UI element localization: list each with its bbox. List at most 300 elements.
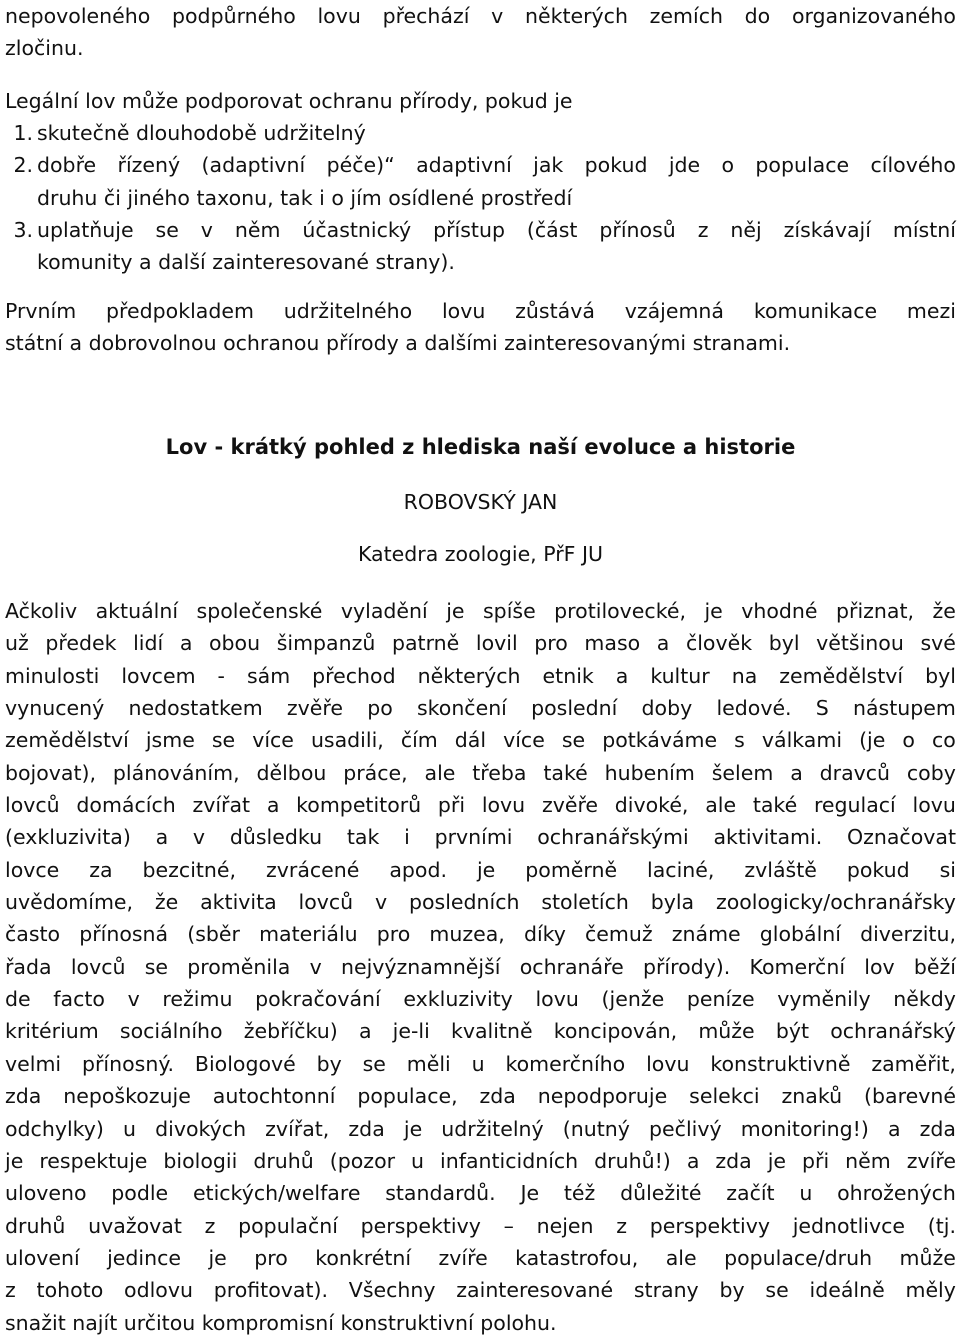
word: facto	[53, 987, 105, 1012]
word: dál	[454, 728, 487, 753]
word: aktuální	[95, 599, 179, 623]
word: se	[144, 954, 169, 979]
word: zda	[715, 1148, 752, 1173]
word: lovu	[646, 1051, 690, 1076]
word: za	[89, 857, 113, 882]
word: divoké,	[614, 793, 689, 818]
word: pokračování	[255, 987, 381, 1012]
word: Označovat	[846, 825, 956, 850]
word: a	[790, 760, 803, 785]
text-line	[5, 1210, 956, 1242]
word: předek	[45, 631, 117, 656]
word: perspektivy	[649, 1213, 770, 1238]
word: při	[437, 793, 466, 818]
word: (tj.	[927, 1213, 956, 1238]
word: lovců	[5, 793, 60, 818]
word: velmi	[5, 1051, 62, 1076]
word: populace	[755, 153, 850, 178]
word: proměnila	[187, 954, 291, 979]
word: adaptivní	[416, 153, 512, 178]
word: protilovecké,	[554, 599, 686, 623]
word: válkami	[761, 728, 843, 753]
word: do	[744, 4, 771, 28]
word: jde	[668, 153, 701, 178]
word: dobře	[37, 153, 97, 178]
word: vynucený	[5, 696, 105, 721]
word: více	[252, 728, 294, 753]
word: si	[939, 857, 956, 882]
word: pečlivý	[649, 1116, 722, 1141]
word: u	[123, 1116, 137, 1141]
word: se	[765, 1278, 789, 1303]
word: odlovu	[124, 1278, 193, 1303]
word: druhů!)	[594, 1148, 671, 1173]
word: že	[932, 599, 956, 623]
word: ale	[665, 1245, 697, 1270]
word: katastrofou,	[515, 1245, 639, 1270]
word: o	[721, 153, 735, 178]
word: byl	[925, 663, 956, 688]
word: maso	[584, 631, 641, 656]
word: respektuje	[39, 1148, 148, 1173]
text-line	[5, 295, 956, 327]
word: třeba	[472, 760, 527, 785]
word: konkrétní	[315, 1245, 412, 1270]
word: zda	[919, 1116, 956, 1141]
word: zvíře	[438, 1245, 488, 1270]
word: uplatňuje	[37, 218, 134, 243]
word: selekci	[689, 1084, 760, 1109]
word: a	[266, 793, 280, 818]
text-line: státní a dobrovolnou ochranou přírody a dalšími zainteresovanými stranami.	[5, 331, 791, 356]
word: potkáváme	[602, 728, 718, 753]
word: také	[543, 760, 588, 785]
word: Biologové	[194, 1051, 296, 1076]
word: komerčního	[505, 1051, 626, 1076]
word: šimpanzů	[276, 631, 376, 656]
word: peníze	[686, 987, 755, 1012]
article-affiliation: Katedra zoologie, PřF JU	[357, 542, 604, 566]
word: kritérium	[5, 1019, 99, 1044]
word: se	[561, 728, 586, 753]
word: hubením	[604, 760, 695, 785]
word: divokých	[155, 1116, 247, 1141]
text-line	[5, 692, 956, 724]
word: Všechny	[348, 1278, 436, 1303]
word: konstruktivně	[710, 1051, 851, 1076]
text-line	[5, 951, 956, 983]
word: tohoto	[36, 1278, 104, 1303]
word: (sběr	[187, 922, 240, 947]
word: je	[704, 599, 723, 623]
word: tak	[346, 825, 380, 850]
word: péče)“	[326, 153, 395, 178]
text-line	[5, 660, 956, 692]
word: je	[208, 1245, 227, 1270]
word: je	[476, 857, 496, 882]
word: zoologicky/ochranářsky	[715, 890, 956, 915]
word: spíše	[483, 599, 536, 623]
word: po	[367, 696, 393, 721]
word: čemuž	[585, 922, 653, 947]
word: se	[362, 1051, 386, 1076]
word: zda	[348, 1116, 385, 1141]
word: bezcitné,	[142, 857, 237, 882]
word: posledních	[408, 890, 520, 915]
word: zvířat,	[265, 1116, 330, 1141]
word: jednotlivce	[792, 1213, 906, 1238]
text-line	[5, 854, 956, 886]
text-line	[5, 1242, 956, 1274]
word: kultur	[650, 663, 710, 688]
word: být	[775, 1019, 810, 1044]
word: a	[686, 1148, 700, 1173]
text-line	[5, 1048, 956, 1080]
word: (exkluzivita)	[5, 825, 131, 850]
word: uvědomíme,	[5, 890, 134, 915]
word: udržitelný	[441, 1116, 544, 1141]
word: ochranáře	[519, 954, 624, 979]
word: ale	[705, 793, 737, 818]
word: dravců	[819, 760, 891, 785]
word: monitoring!)	[740, 1116, 869, 1141]
word: někdy	[893, 987, 956, 1012]
word: s	[734, 728, 745, 753]
word: účastnický	[302, 218, 412, 243]
word: šelem	[711, 760, 774, 785]
word: ohrožených	[837, 1181, 956, 1206]
word: nástupem	[853, 696, 956, 721]
word: ledové.	[716, 696, 792, 721]
text-line: druhu či jiného taxonu, tak i o jím osídlené prostředí	[37, 185, 573, 210]
word: může	[698, 1019, 755, 1044]
word: přínosů	[599, 218, 676, 243]
word: ochranářský	[830, 1019, 956, 1044]
word: důsledku	[229, 825, 323, 850]
word: koncipován,	[553, 1019, 678, 1044]
word: u	[411, 1148, 425, 1173]
word: přístup	[433, 218, 505, 243]
word: odchylky)	[5, 1116, 104, 1141]
text-line: komunity a další zainteresované strany).	[37, 250, 455, 275]
word: vzájemná	[624, 299, 724, 323]
text-line	[5, 918, 956, 950]
word: dělbou	[256, 760, 327, 785]
word: sám	[246, 663, 291, 688]
text-line	[5, 595, 956, 627]
text-line: skutečně dlouhodobě udržitelný	[37, 121, 366, 145]
word: znaků	[781, 1084, 843, 1109]
text-line	[5, 1015, 956, 1047]
word: zda	[479, 1084, 516, 1109]
word: kompetitorů	[296, 793, 422, 818]
word: populace,	[357, 1084, 458, 1109]
word: populace/druh	[724, 1245, 873, 1270]
word: –	[503, 1213, 514, 1238]
word: přechod	[312, 663, 396, 688]
word: ale	[424, 760, 456, 785]
word: obou	[208, 631, 261, 656]
word: začít	[726, 1181, 775, 1206]
word: lov	[864, 954, 895, 979]
article-author: ROBOVSKÝ JAN	[403, 490, 558, 514]
word: Je	[520, 1181, 540, 1206]
word: a	[887, 1116, 901, 1141]
word: by	[316, 1051, 342, 1076]
word: zůstává	[515, 299, 595, 323]
word: vyměnily	[777, 987, 871, 1012]
text-line	[5, 1080, 956, 1112]
text-line	[5, 1113, 956, 1145]
word: poměrně	[525, 857, 618, 882]
word: běží	[913, 954, 956, 979]
word: řízený	[117, 153, 181, 178]
word: je	[767, 1148, 787, 1173]
word: druhů	[253, 1148, 314, 1173]
word: se	[155, 218, 179, 243]
word: přechází	[382, 4, 470, 28]
word: regulací	[813, 793, 896, 818]
word: v	[192, 825, 206, 850]
word: se	[211, 728, 236, 753]
article-body	[5, 595, 956, 1339]
word: aktivita	[200, 890, 277, 915]
word: zvěře	[541, 793, 599, 818]
word: domácích	[76, 793, 176, 818]
word: zda	[5, 1084, 42, 1109]
word: (pozor	[329, 1148, 396, 1173]
word: a	[179, 631, 193, 656]
text-line	[37, 149, 956, 181]
word: ochranářskými	[537, 825, 689, 850]
word: známe	[671, 922, 741, 947]
list-number: 3.	[13, 218, 33, 243]
word: doby	[641, 696, 693, 721]
word: plánováním,	[112, 760, 240, 785]
word: lovce	[5, 857, 60, 882]
word: prvními	[434, 825, 513, 850]
text-line	[5, 1145, 956, 1177]
text-line	[5, 789, 956, 821]
word: vyladění	[340, 599, 428, 623]
word: často	[5, 922, 61, 947]
word: ideálně	[809, 1278, 885, 1303]
conditions-list	[5, 117, 956, 279]
word: nepovoleného	[5, 4, 151, 28]
word: něm	[234, 218, 281, 243]
word: u	[471, 1051, 485, 1076]
text-line	[5, 724, 956, 756]
word: sociálního	[119, 1019, 223, 1044]
word: přínosná	[79, 922, 169, 947]
word: lovu	[441, 299, 486, 323]
word: perspektivy	[360, 1213, 481, 1238]
text-line	[5, 821, 956, 853]
word: organizovaného	[791, 4, 956, 28]
word: může	[899, 1245, 956, 1270]
word: (nutný	[562, 1116, 630, 1141]
list-item	[5, 214, 956, 279]
word: podle	[111, 1181, 169, 1206]
word: v	[309, 954, 322, 979]
word: lovu	[317, 4, 361, 28]
word: člověk	[685, 631, 753, 656]
word: zvěře	[286, 696, 343, 721]
word: nedostatkem	[128, 696, 263, 721]
word: materiálu	[259, 922, 358, 947]
word: jedince	[107, 1245, 182, 1270]
word: -	[217, 663, 225, 688]
word: jak	[533, 153, 564, 178]
word: většinou	[816, 631, 904, 656]
word: je	[446, 599, 465, 623]
word: získávají	[783, 218, 871, 243]
text-line	[5, 757, 956, 789]
list-number: 2.	[13, 153, 33, 178]
word: (adaptivní	[201, 153, 306, 178]
text-line	[5, 983, 956, 1015]
word: kvalitně	[450, 1019, 533, 1044]
first-premise-paragraph	[5, 295, 956, 360]
word: byl	[768, 631, 800, 656]
word: z	[5, 1278, 16, 1303]
text-line	[37, 214, 956, 246]
list-item	[5, 117, 956, 149]
word: druhů	[5, 1213, 66, 1238]
word: žebříčku)	[243, 1019, 338, 1044]
word: pro	[534, 631, 568, 656]
word: i	[404, 825, 410, 850]
word: bojovat),	[5, 760, 97, 785]
word: cílového	[870, 153, 956, 178]
word: pokud	[584, 153, 648, 178]
word: při	[802, 1148, 830, 1173]
word: exkluzivity	[403, 987, 513, 1012]
word: muzea,	[429, 922, 505, 947]
word: a	[155, 825, 169, 850]
word: (jenže	[601, 987, 665, 1012]
word: Ačkoliv	[5, 599, 78, 623]
word: biologii	[163, 1148, 238, 1173]
word: v	[375, 890, 388, 915]
word: stoletích	[541, 890, 629, 915]
word: měly	[905, 1278, 956, 1303]
word: a	[615, 663, 629, 688]
text-line	[5, 886, 956, 918]
word: infanticidních	[440, 1148, 579, 1173]
word: diverzitu,	[860, 922, 956, 947]
word: důležité	[620, 1181, 702, 1206]
word: patrně	[391, 631, 460, 656]
word: autochtonní	[212, 1084, 336, 1109]
word: v	[127, 987, 140, 1012]
word: byla	[650, 890, 695, 915]
word: etnik	[542, 663, 594, 688]
word: co	[931, 728, 956, 753]
text-line: snažit najít určitou kompromisní konstruktivní polohu.	[5, 1310, 557, 1335]
word: uvažovat	[88, 1213, 182, 1238]
word: Komerční	[749, 954, 846, 979]
word: zvrácené	[266, 857, 360, 882]
legal-hunting-lead: Legální lov může podporovat ochranu přírody, pokud je	[5, 89, 573, 113]
word: je	[403, 1116, 423, 1141]
article-title: Lov - krátký pohled z hlediska naší evoluce a historie	[165, 435, 796, 459]
word: by	[719, 1278, 745, 1303]
word: lovil	[475, 631, 518, 656]
word: v	[491, 4, 504, 28]
word: o	[902, 728, 915, 753]
word: zemědělství	[5, 728, 129, 753]
word: něm	[845, 1148, 891, 1173]
word: nejvýznamnější	[340, 954, 501, 979]
word: zemích	[649, 4, 723, 28]
word: podpůrného	[172, 4, 296, 28]
word: pro	[254, 1245, 288, 1270]
word: je-li	[392, 1019, 430, 1044]
word: předpokladem	[106, 299, 254, 323]
word: S	[815, 696, 829, 721]
word: nejen	[536, 1213, 594, 1238]
intro-tail-paragraph	[5, 0, 956, 65]
word: vhodné	[741, 599, 818, 623]
word: udržitelného	[283, 299, 413, 323]
text-line	[5, 627, 956, 659]
word: přírody).	[642, 954, 731, 979]
word: strany	[633, 1278, 699, 1303]
word: profitovat).	[213, 1278, 329, 1303]
word: z	[204, 1213, 216, 1238]
word: (část	[526, 218, 578, 243]
word: čím	[400, 728, 438, 753]
word: měli	[406, 1051, 451, 1076]
word: přiznat,	[836, 599, 915, 623]
word: z	[697, 218, 709, 243]
word: u	[799, 1181, 813, 1206]
word: a	[656, 631, 670, 656]
word: lidí	[133, 631, 164, 656]
word: Prvním	[5, 299, 77, 323]
word: zemědělství	[779, 663, 904, 688]
word: pokud	[846, 857, 910, 882]
word: apod.	[389, 857, 448, 882]
word: lovu	[481, 793, 526, 818]
word: coby	[906, 760, 956, 785]
word: ulovení	[5, 1245, 80, 1270]
word: a	[358, 1019, 372, 1044]
word: jsme	[145, 728, 195, 753]
word: aktivitami.	[713, 825, 823, 850]
word: nepodporuje	[537, 1084, 668, 1109]
word: populační	[238, 1213, 338, 1238]
word: lovu	[912, 793, 956, 818]
word: více	[503, 728, 545, 753]
list-item	[5, 149, 956, 214]
text-line	[5, 1177, 956, 1209]
word: pro	[376, 922, 411, 947]
word: v	[200, 218, 213, 243]
word: nepoškozuje	[63, 1084, 191, 1109]
word: etických/welfare	[192, 1181, 361, 1206]
word: zvláště	[744, 857, 817, 882]
word: některých	[417, 663, 521, 688]
word: své	[920, 631, 956, 656]
word: lovcem	[121, 663, 196, 688]
word: komunikace	[753, 299, 878, 323]
word: lovců	[298, 890, 354, 915]
word: zaměřit,	[871, 1051, 956, 1076]
word: že	[154, 890, 179, 915]
word: globální	[759, 922, 841, 947]
